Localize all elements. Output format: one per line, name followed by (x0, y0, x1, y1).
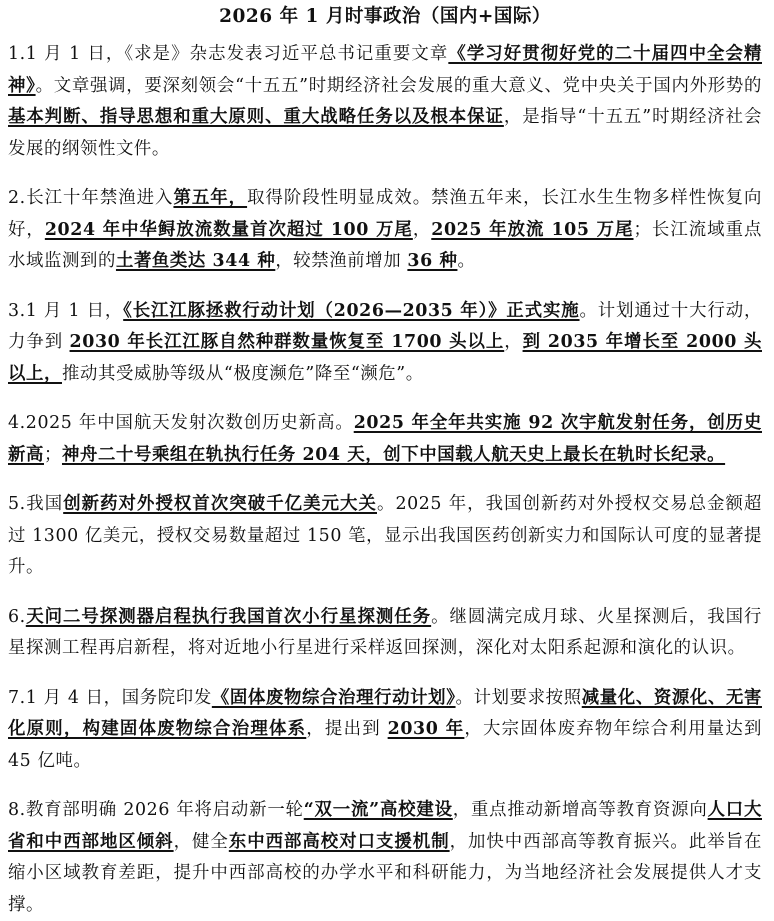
body-text: ； (43, 444, 62, 465)
news-item (8, 408, 762, 471)
body-text: ，健全 (173, 831, 229, 852)
key-point-text: 创新药对外授权首次突破千亿美元大关 (63, 494, 377, 514)
news-item (8, 183, 762, 278)
body-text: 。 (457, 251, 476, 271)
body-text: ，是指导“十五五”时期经济社会发展的纲领性文件。 (8, 107, 762, 159)
news-item (8, 683, 762, 778)
body-text: ，较禁渔前增加 (275, 251, 408, 271)
body-text: 3.1 月 1 日， (8, 300, 124, 321)
body-text: 。计划要求按照 (455, 687, 582, 708)
key-point-text: 神舟二十号乘组在轨执行任务 204 天，创下中国载人航天史上最长在轨时长纪录。 (61, 444, 726, 465)
body-text: 。2025 年，我国创新药对外授权交易总金额超过 1300 亿美元，授权交易数量超过 150 笔，显示出我国医药创新实力和国际认可度的显著提升。 (8, 494, 763, 577)
key-point-text: 天问二号探测器启程执行我国首次小行星探测任务 (25, 606, 432, 627)
body-text: ，提出到 (306, 719, 388, 739)
key-point-text: 土著鱼类达 344 种 (115, 251, 276, 271)
key-point-text: 2024 年中华鲟放流数量首次超过 100 万尾 (44, 219, 413, 240)
news-item (8, 795, 762, 921)
key-point-text: 2025 年全年共实施 92 次宇航发射任务，创历史新高 (8, 413, 762, 465)
key-point-text: 基本判断、指导思想和重大原则、重大战略任务以及根本保证 (8, 107, 504, 127)
key-point-text: 到 2035 年增长至 2000 头以上， (8, 332, 762, 384)
news-item (8, 39, 762, 165)
body-text: 5.我国 (8, 494, 64, 514)
body-text: 。计划通过十大行动，力争到 (8, 300, 762, 352)
key-point-text: 减量化、资源化、无害化原则，构建固体废物综合治理体系 (8, 687, 762, 739)
key-point-text: 36 种 (407, 251, 458, 271)
body-text: 1.1 月 1 日，《求是》杂志发表习近平总书记重要文章 (8, 44, 449, 64)
document-title: 2026 年 1 月时事政治（国内+国际） (219, 6, 551, 27)
key-point-text: 《固体废物综合治理行动计划》 (211, 687, 456, 708)
news-item (8, 489, 762, 584)
body-text: 6. (8, 606, 26, 627)
key-point-text: 人口大省和中西部地区倾斜 (8, 800, 762, 852)
key-point-text: 2030 年 (387, 719, 465, 739)
body-text: ；长江流域重点水域监测到的 (8, 219, 762, 271)
body-text: ，大宗固体废弃物年综合利用量达到 45 亿吨。 (8, 719, 763, 771)
body-text: 。继圆满完成月球、火星探测后，我国行星探测工程再启新程，将对近地小行星进行采样返回探测，深化对太阳系起源和演化的认识。 (8, 606, 762, 658)
body-text: 4.2025 年中国航天发射次数创历史新高。 (8, 413, 354, 433)
key-point-text: 2030 年长江江豚自然种群数量恢复至 1700 头以上 (69, 332, 505, 352)
key-point-text: 东中西部高校对口支援机制 (228, 831, 450, 852)
key-point-text: 《长江江豚拯救行动计划（2026—2035 年）》正式实施 (123, 300, 580, 321)
news-item (8, 296, 762, 391)
body-text: 取得阶段性明显成效。禁渔五年来，长江水生生物多样性恢复向好， (8, 188, 762, 240)
body-text: ， (412, 219, 432, 240)
key-point-text: “双一流”高校建设 (303, 800, 453, 820)
body-text: 2.长江十年禁渔进入 (8, 188, 174, 208)
body-text: ，重点推动新增高等教育资源向 (452, 800, 708, 820)
body-text: ，加快中西部高等教育振兴。此举旨在缩小区域教育差距，提升中西部高校的办学水平和科研能力，为当地经济社会发展提供人才支撑。 (8, 831, 762, 915)
key-point-text: 第五年， (173, 188, 248, 208)
body-text: 7.1 月 4 日，国务院印发 (8, 687, 212, 708)
key-point-text: 《学习好贯彻好党的二十届四中全会精神》 (8, 44, 762, 96)
body-text: 8.教育部明确 2026 年将启动新一轮 (8, 800, 304, 820)
body-text: 。文章强调，要深刻领会“十五五”时期经济社会发展的重大意义、党中央关于国内外形势的 (35, 75, 762, 96)
news-item-list (8, 39, 762, 921)
body-text: ， (504, 332, 523, 352)
body-text: 推动其受威胁等级从“极度濒危”降至“濒危”。 (61, 363, 424, 384)
key-point-text: 2025 年放流 105 万尾 (431, 219, 634, 240)
news-item (8, 602, 762, 665)
